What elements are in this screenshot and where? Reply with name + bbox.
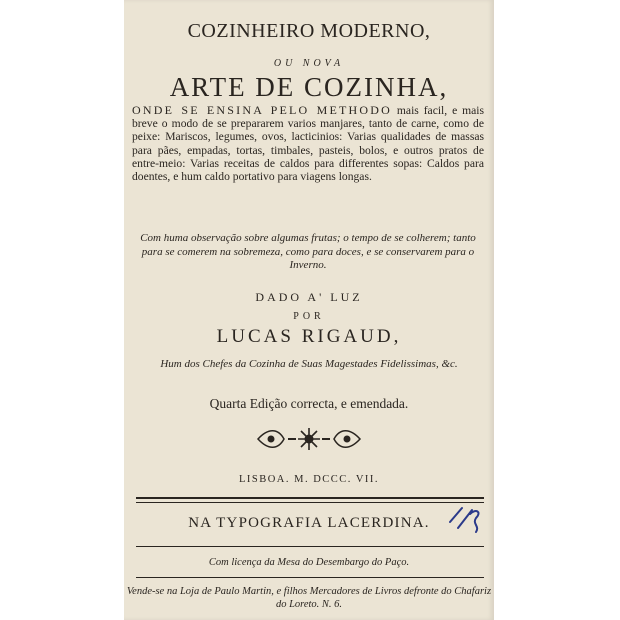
given-to-light: DADO A' LUZ <box>255 290 363 304</box>
author-name: LUCAS RIGAUD, <box>216 326 402 347</box>
description-lead: ONDE SE ENSINA PELO METHODO <box>132 103 393 117</box>
title-page <box>124 0 494 620</box>
rule-thick <box>136 497 484 499</box>
title-line-2: OU NOVA <box>273 58 345 69</box>
title-line-1: COZINHEIRO MODERNO, <box>187 20 431 42</box>
handwritten-mark-icon <box>446 504 488 536</box>
license-line: Com licença da Mesa do Desembargo do Paço. <box>208 557 410 568</box>
sold-at: Vende-se na Loja de Paulo Martin, e filhos Mercadores de Livros defronte do Chafariz do Loreto. N. 6. <box>126 586 492 610</box>
by-label: POR <box>293 311 325 322</box>
fleuron-ornament-icon <box>254 426 364 452</box>
rule-license-bottom <box>136 577 484 578</box>
italic-note: Com huma observação sobre algumas frutas; o tempo de se colherem; tanto para se comerem na sobremeza, como para doces, e se conservarem para o Inverno. <box>140 232 476 271</box>
main-title: ARTE DE COZINHA, <box>169 72 449 102</box>
rule-thin <box>136 502 484 503</box>
description <box>132 104 484 183</box>
printer-name: NA TYPOGRAFIA LACERDINA. <box>188 515 430 531</box>
place-date: LISBOA. M. DCCC. VII. <box>238 474 380 485</box>
rule-license-top <box>136 546 484 547</box>
description-body: mais facil, e mais breve o modo de se prepararem varios manjares, tanto de carne, como de peixe: Mariscos, legumes, ovos, lacticinios: Varias qualidades de massas para pães, empadas, tortas, timbales, pasteis, bolos, e outros pratos de entre-meio: Varias receitas de caldos para differentes sopas: Caldos para doentes, e hum caldo portativo para viagens longas. <box>132 104 484 184</box>
author-title: Hum dos Chefes da Cozinha de Suas Magestades Fidelissimas, &c. <box>160 358 458 370</box>
edition-line: Quarta Edição correcta, e emendada. <box>209 396 409 411</box>
